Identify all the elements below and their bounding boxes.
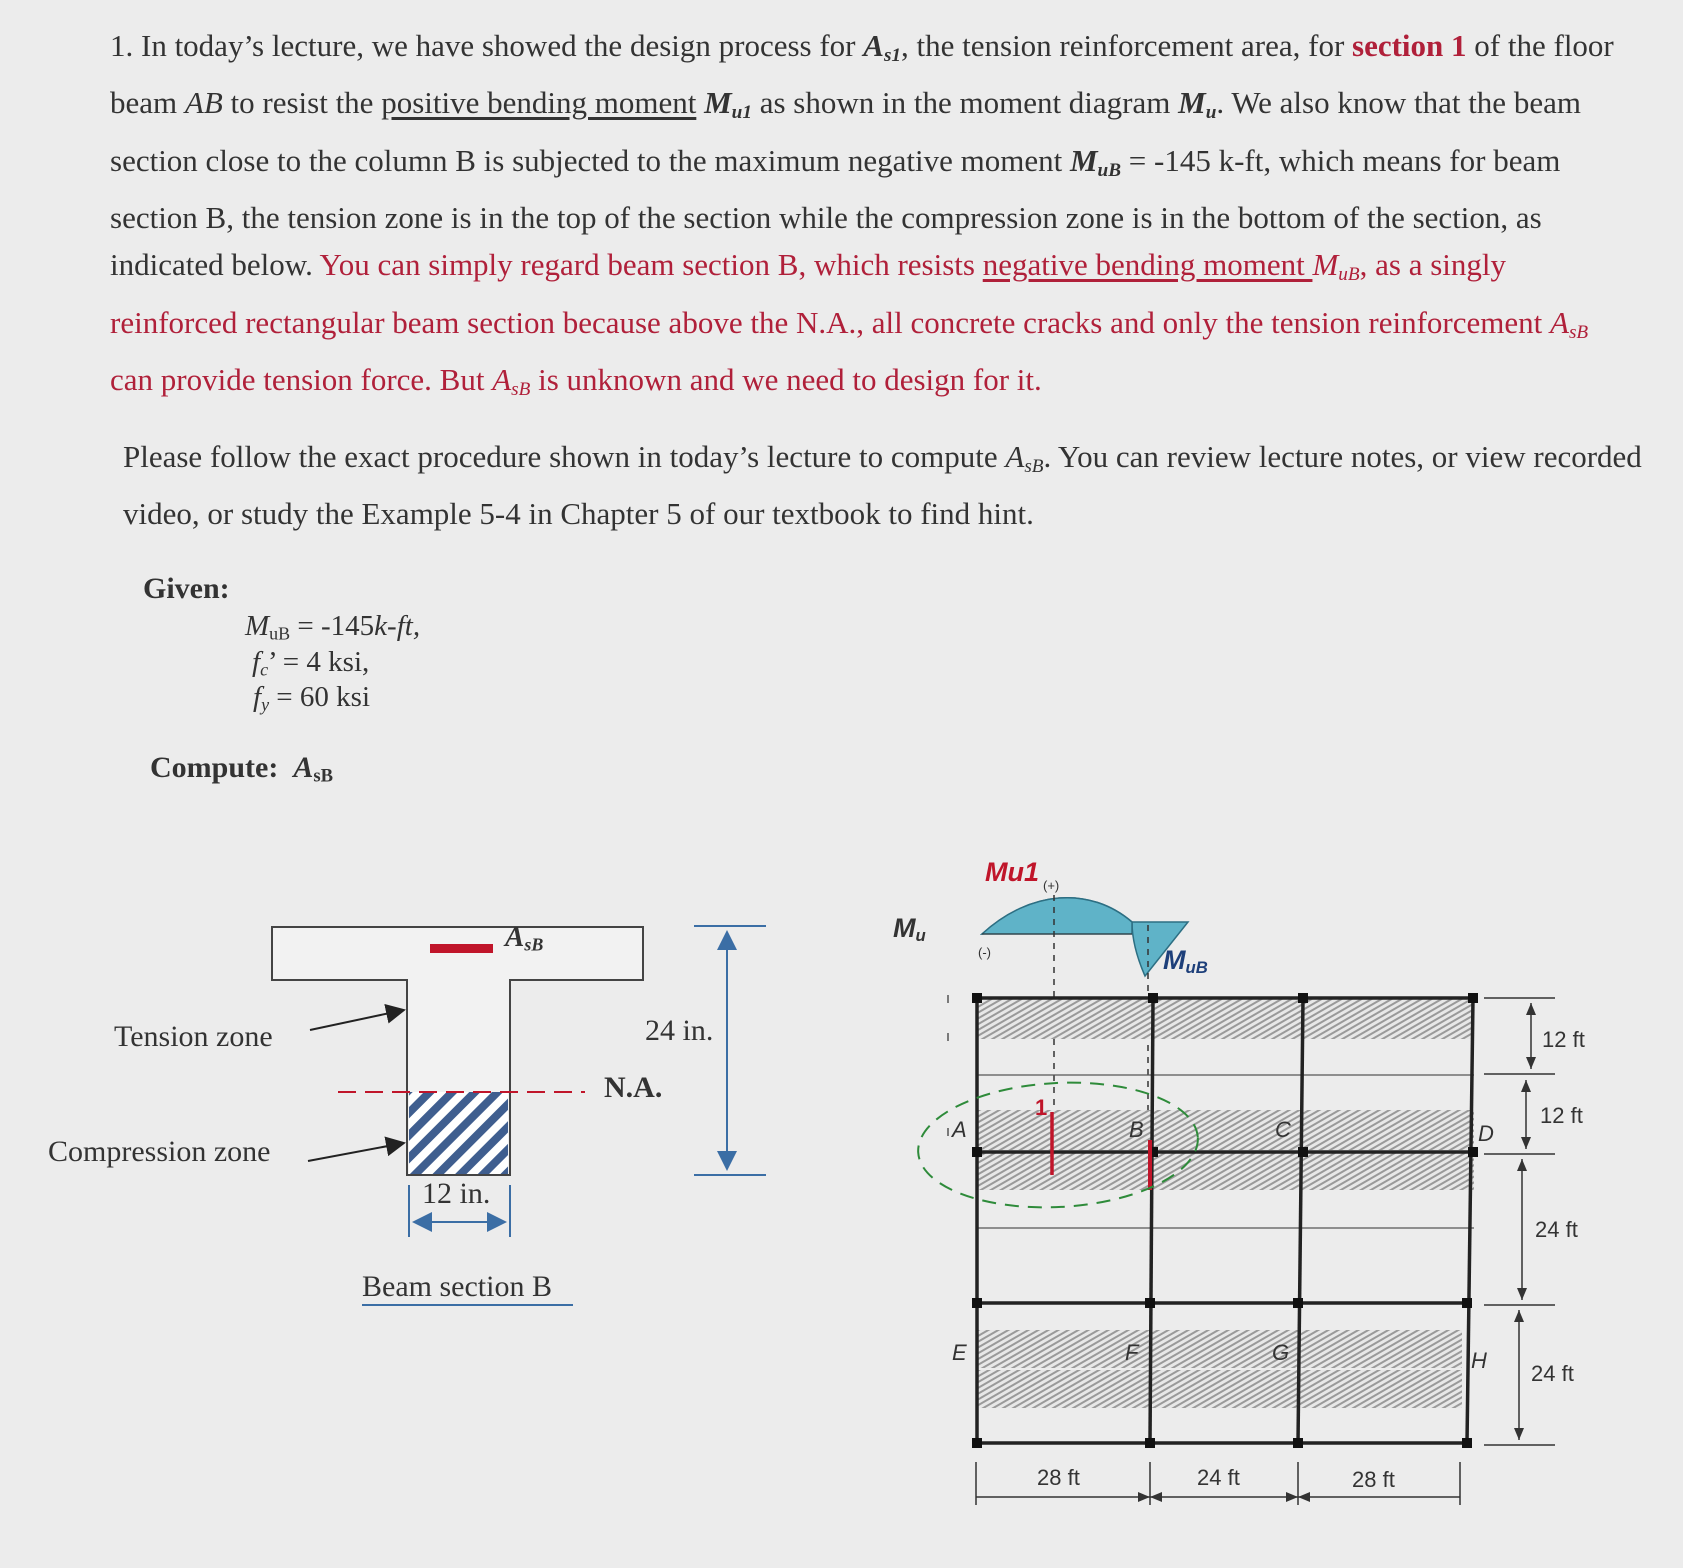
problem-number: 1. xyxy=(110,28,134,63)
mub-label: $M_{uB}$ xyxy=(1163,945,1208,978)
dim-v-12ft-bottom: 12 ft xyxy=(1540,1103,1583,1128)
col-label-h: H xyxy=(1471,1348,1487,1373)
col-label-c: C xyxy=(1275,1117,1291,1142)
col-label-a: A xyxy=(952,1117,967,1142)
col-label-g: G xyxy=(1272,1340,1290,1365)
col-label-b: B xyxy=(1129,1117,1144,1142)
compute-line: Compute: $A_{sB}$ xyxy=(150,751,333,787)
dim-h-28ft-left: 28 ft xyxy=(1037,1465,1080,1490)
given-heading: Given: xyxy=(143,572,230,605)
beam-section-caption: Beam section B xyxy=(362,1270,552,1303)
compression-zone-label: Compression zone xyxy=(48,1135,271,1168)
slab-strip-ef xyxy=(976,1330,1462,1368)
minus-sign-label: (-) xyxy=(978,945,991,960)
slab-strip-ef2 xyxy=(976,1370,1462,1408)
problem-paragraph: 1. In today’s lecture, we have showed the design process for $A_{s1}$, the tension reinforcement area, for section 1 of the floor beam AB to resist the positive bending moment $M_{u1}$ as shown in the moment diagram $M_u$. We also know that the beam section close to the column B is subjected to the maximum negative moment $M_{uB} = -145$ k-ft, which means for beam section B, the tension zone is in the top of the section while the compression zone is in the bottom of the section, as indicated below. You can simply regard beam section B, which resists negative bending moment $M_{uB}$, as a singly reinforced rectangular beam section because above the N.A., all concrete cracks and only the tension reinforcement $A_{sB}$ can provide tension force. But $A_{sB}$ is unknown and we need to design for it. xyxy=(110,28,1614,400)
dim-v-12ft-top: 12 ft xyxy=(1542,1027,1585,1052)
red-note: You can simply regard beam section B, which resists negative bending moment $M_{uB}$, as a singly reinforced rectangular beam section because above the N.A., all concrete cracks and only the tension reinforcement $A_{sB}$ can provide tension force. But $A_{sB}$ is unknown and we need to design for it. xyxy=(110,247,1589,400)
height-label: 24 in. xyxy=(645,1014,714,1047)
na-label: N.A. xyxy=(604,1071,663,1104)
slab-strip-top xyxy=(976,999,1474,1039)
dim-v-24ft-bottom: 24 ft xyxy=(1531,1361,1574,1386)
instructions-paragraph: Please follow the exact procedure shown in today’s lecture to compute $A_{sB}$. You can review lecture notes, or view recorded video, or study the Example 5-4 in Chapter 5 of our textbook to find hint. xyxy=(123,439,1642,532)
dim-h-28ft-right: 28 ft xyxy=(1352,1467,1395,1492)
given-mub: $M_{uB} = -145k-ft$, xyxy=(245,610,421,644)
mu1-label: Mu1 xyxy=(985,857,1039,887)
mu-label: $M_u$ xyxy=(893,913,926,946)
positive-moment-text: positive bending moment xyxy=(381,85,697,121)
width-label: 12 in. xyxy=(422,1177,491,1210)
plus-sign-label: (+) xyxy=(1043,878,1060,893)
section-1-number: 1 xyxy=(1035,1095,1048,1120)
dim-v-24ft-top: 24 ft xyxy=(1535,1217,1578,1242)
asb-label: $A_{sB}$ xyxy=(505,921,544,955)
tension-zone-label: Tension zone xyxy=(114,1020,273,1053)
col-label-d: D xyxy=(1478,1121,1494,1146)
given-fy: $f_y = 60$ ksi xyxy=(253,681,370,715)
col-label-e: E xyxy=(952,1340,967,1365)
as1-symbol: $A_{s1}$ xyxy=(863,28,902,66)
section-1-highlight: section 1 xyxy=(1352,28,1467,63)
dim-h-24ft: 24 ft xyxy=(1197,1465,1240,1490)
given-fc: $f_c$’ = 4 ksi, xyxy=(252,646,370,680)
col-label-f: F xyxy=(1125,1340,1139,1365)
